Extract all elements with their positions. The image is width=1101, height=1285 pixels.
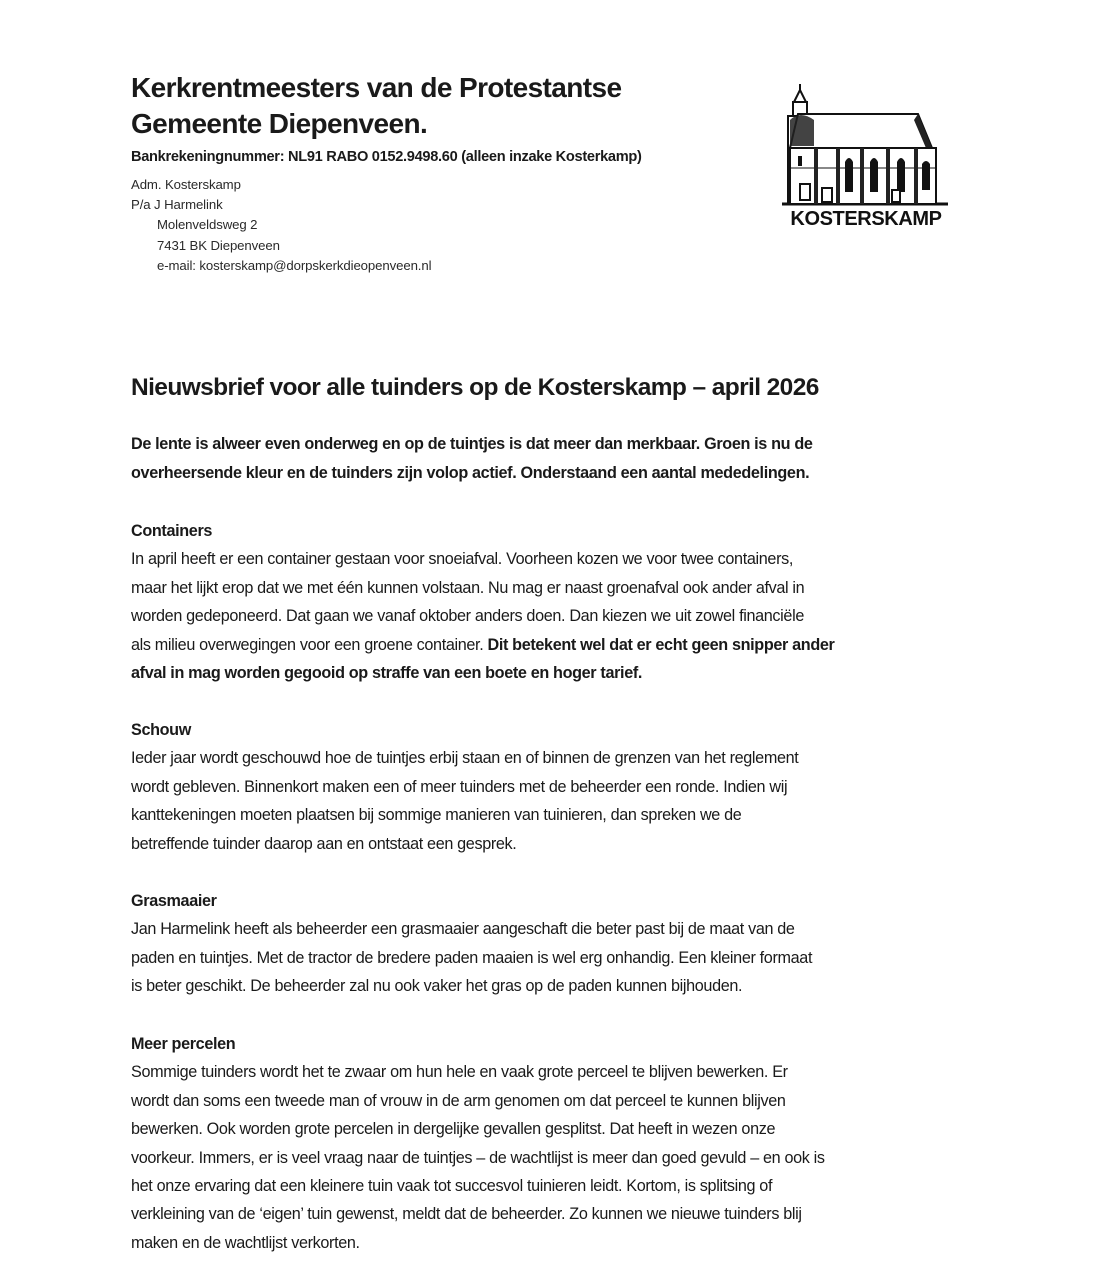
kosterskamp-logo <box>778 80 954 236</box>
address-line-attention: P/a J Harmelink <box>131 197 223 213</box>
body-text: als milieu overwegingen voor een groene container. <box>131 635 488 654</box>
body-line: maar het lijkt erop dat we met één kunnen volstaan. Nu mag er naast groenafval ook ander afval in <box>131 578 805 597</box>
section-meer-percelen <box>131 1030 981 1257</box>
body-line: maken en de wachtlijst verkorten. <box>131 1233 360 1252</box>
intro-line: overheersende kleur en de tuinders zijn volop actief. Onderstaand een aantal mededelingen. <box>131 463 810 482</box>
emphasis-text: Dit betekent wel dat er echt geen snipper ander <box>487 635 835 654</box>
section-heading: Schouw <box>131 721 191 739</box>
section-body <box>131 1058 981 1257</box>
section-body <box>131 744 981 858</box>
section-heading: Containers <box>131 522 213 540</box>
body-line: In april heeft er een container gestaan voor snoeiafval. Voorheen kozen we voor twee containers, <box>131 550 793 569</box>
body-line: wordt dan soms een tweede man of vrouw in de arm genomen om dat perceel te kunnen blijven <box>131 1091 786 1110</box>
logo-text: KOSTERSKAMP <box>790 208 942 230</box>
address-line-admin: Adm. Kosterskamp <box>131 177 241 192</box>
body-line: Jan Harmelink heeft als beheerder een grasmaaier aangeschaft die beter past bij de maat van de <box>131 920 795 939</box>
church-icon <box>778 80 954 208</box>
body-line: worden gedeponeerd. Dat gaan we vanaf oktober anders doen. Dan kiezen we uit zowel financiële <box>131 607 804 626</box>
body-line: het onze ervaring dat een kleinere tuin vaak tot succesvol tuinieren leidt. Kortom, is splitsing of <box>131 1177 773 1196</box>
body-line: kanttekeningen moeten plaatsen bij sommige manieren van tuinieren, dan spreken we de <box>131 806 742 825</box>
address-street: Molenveldsweg 2 <box>157 217 258 233</box>
section-schouw <box>131 716 981 858</box>
address-postal-city: 7431 BK Diepenveen <box>157 237 280 253</box>
intro-line: De lente is alweer even onderweg en op de tuintjes is dat meer dan merkbaar. Groen is nu de <box>131 435 813 453</box>
body-line: Ieder jaar wordt geschouwd hoe de tuintjes erbij staan en of binnen de grenzen van het reglement <box>131 749 799 768</box>
body-line: wordt gebleven. Binnenkort maken een of meer tuinders met de beheerder een ronde. Indien wij <box>131 777 788 796</box>
emphasis-line: afval in mag worden gegooid op straffe van een boete en hoger tarief. <box>131 664 643 683</box>
section-heading: Grasmaaier <box>131 892 217 910</box>
body-line: verkleining van de ‘eigen’ tuin gewenst, meldt dat de beheerder. Zo kunnen we nieuwe tuinders blij <box>131 1205 802 1224</box>
body-line: is beter geschikt. De beheerder zal nu ook vaker het gras op de paden kunnen bijhouden. <box>131 977 743 996</box>
section-containers <box>131 517 981 687</box>
section-body <box>131 915 981 1000</box>
address-email: e-mail: kosterskamp@dorpskerkdieopenveen.nl <box>157 257 432 273</box>
org-title-line2: Gemeente Diepenveen. <box>131 108 428 139</box>
bank-account-line: Bankrekeningnummer: NL91 RABO 0152.9498.60 (alleen inzake Kosterkamp) <box>131 149 642 165</box>
intro-paragraph <box>131 430 981 487</box>
postal-address <box>131 175 431 276</box>
body-line-mixed <box>131 631 981 659</box>
section-heading: Meer percelen <box>131 1035 236 1053</box>
org-title-line1: Kerkrentmeesters van de Protestantse <box>131 72 622 103</box>
section-grasmaaier <box>131 887 981 1001</box>
section-body <box>131 545 981 687</box>
body-line: bewerken. Ook worden grote percelen in dergelijke gevallen gesplitst. Dat heeft in wezen onze <box>131 1120 776 1139</box>
body-line: paden en tuintjes. Met de tractor de bredere paden maaien is wel erg onhandig. Een kleiner formaat <box>131 948 813 967</box>
organization-title <box>131 70 751 142</box>
body-line: voorkeur. Immers, er is veel vraag naar de tuintjes – de wachtlijst is meer dan goed gevuld – en ook is <box>131 1148 825 1167</box>
body-line: Sommige tuinders wordt het te zwaar om hun hele en vaak grote perceel te blijven bewerken. Er <box>131 1063 788 1082</box>
newsletter-title: Nieuwsbrief voor alle tuinders op de Kosterskamp – april 2026 <box>131 374 819 401</box>
body-line: betreffende tuinder daarop aan en ontstaat een gesprek. <box>131 834 517 853</box>
